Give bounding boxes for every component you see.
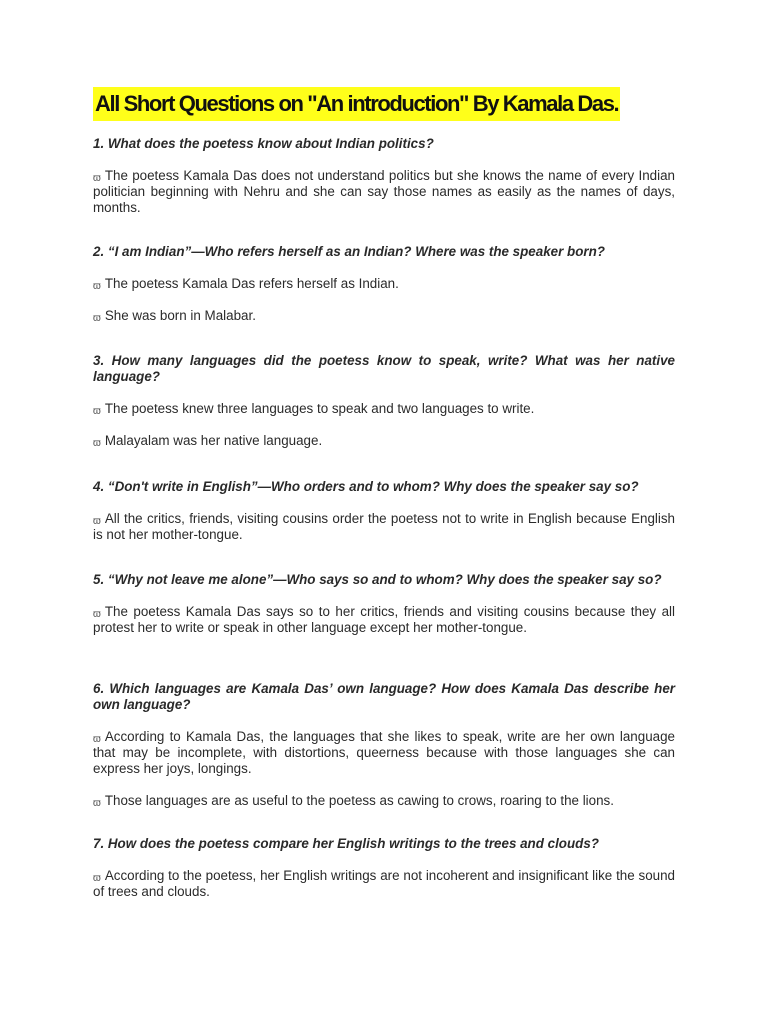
bullet-icon: ϖ — [93, 281, 101, 292]
answer-paragraph — [93, 308, 675, 324]
question-1: 1. What does the poetess know about Indian politics? — [93, 136, 434, 151]
answer-paragraph — [93, 868, 675, 900]
qa-block-4 — [93, 479, 675, 543]
answer-text: According to Kamala Das, the languages that she likes to speak, write are her own language that may be incomplete, with distortions, queerness because with those languages she can express her joys, longings. — [93, 729, 675, 776]
question-5: 5. “Why not leave me alone”—Who says so and to whom? Why does the speaker say so? — [93, 572, 662, 587]
question-6: 6. Which languages are Kamala Das’ own language? How does Kamala Das describe her own language? — [93, 681, 675, 712]
question-3: 3. How many languages did the poetess know to speak, write? What was her native language? — [93, 353, 675, 384]
answer-text: The poetess Kamala Das refers herself as Indian. — [104, 276, 399, 291]
answer-text: All the critics, friends, visiting cousins order the poetess not to write in English because English is not her mother-tongue. — [93, 511, 675, 542]
bullet-icon: ϖ — [93, 734, 101, 745]
answer-paragraph — [93, 168, 675, 216]
qa-block-7 — [93, 836, 675, 900]
qa-block-5 — [93, 572, 675, 636]
answer-paragraph — [93, 433, 675, 449]
answer-text: The poetess knew three languages to speak and two languages to write. — [104, 401, 535, 416]
qa-block-1 — [93, 136, 675, 216]
answer-text: According to the poetess, her English writings are not incoherent and insignificant like the sound of trees and clouds. — [93, 868, 675, 899]
page-title: All Short Questions on "An introduction" By Kamala Das. — [93, 87, 620, 121]
answer-paragraph — [93, 511, 675, 543]
question-2: 2. “I am Indian”—Who refers herself as an Indian? Where was the speaker born? — [93, 244, 605, 259]
answer-text: Those languages are as useful to the poetess as cawing to crows, roaring to the lions. — [104, 793, 614, 808]
qa-block-6 — [93, 681, 675, 809]
answer-paragraph — [93, 276, 675, 292]
qa-block-2 — [93, 244, 675, 324]
bullet-icon: ϖ — [93, 873, 101, 884]
answer-paragraph — [93, 793, 675, 809]
bullet-icon: ϖ — [93, 313, 101, 324]
question-4: 4. “Don't write in English”—Who orders and to whom? Why does the speaker say so? — [93, 479, 639, 494]
answer-paragraph — [93, 729, 675, 777]
bullet-icon: ϖ — [93, 798, 101, 809]
answer-paragraph — [93, 401, 675, 417]
answer-paragraph — [93, 604, 675, 636]
answer-text: The poetess Kamala Das says so to her critics, friends and visiting cousins because they all protest her to write or speak in other language except her mother-tongue. — [93, 604, 675, 635]
bullet-icon: ϖ — [93, 438, 101, 449]
answer-text: The poetess Kamala Das does not understand politics but she knows the name of every Indian politician beginning with Nehru and she can say those names as easily as the names of days, months. — [93, 168, 675, 215]
bullet-icon: ϖ — [93, 173, 101, 184]
bullet-icon: ϖ — [93, 516, 101, 527]
answer-text: She was born in Malabar. — [104, 308, 256, 323]
question-7: 7. How does the poetess compare her English writings to the trees and clouds? — [93, 836, 599, 851]
bullet-icon: ϖ — [93, 609, 101, 620]
bullet-icon: ϖ — [93, 406, 101, 417]
answer-text: Malayalam was her native language. — [104, 433, 323, 448]
qa-block-3 — [93, 353, 675, 449]
title-highlight — [93, 87, 620, 121]
